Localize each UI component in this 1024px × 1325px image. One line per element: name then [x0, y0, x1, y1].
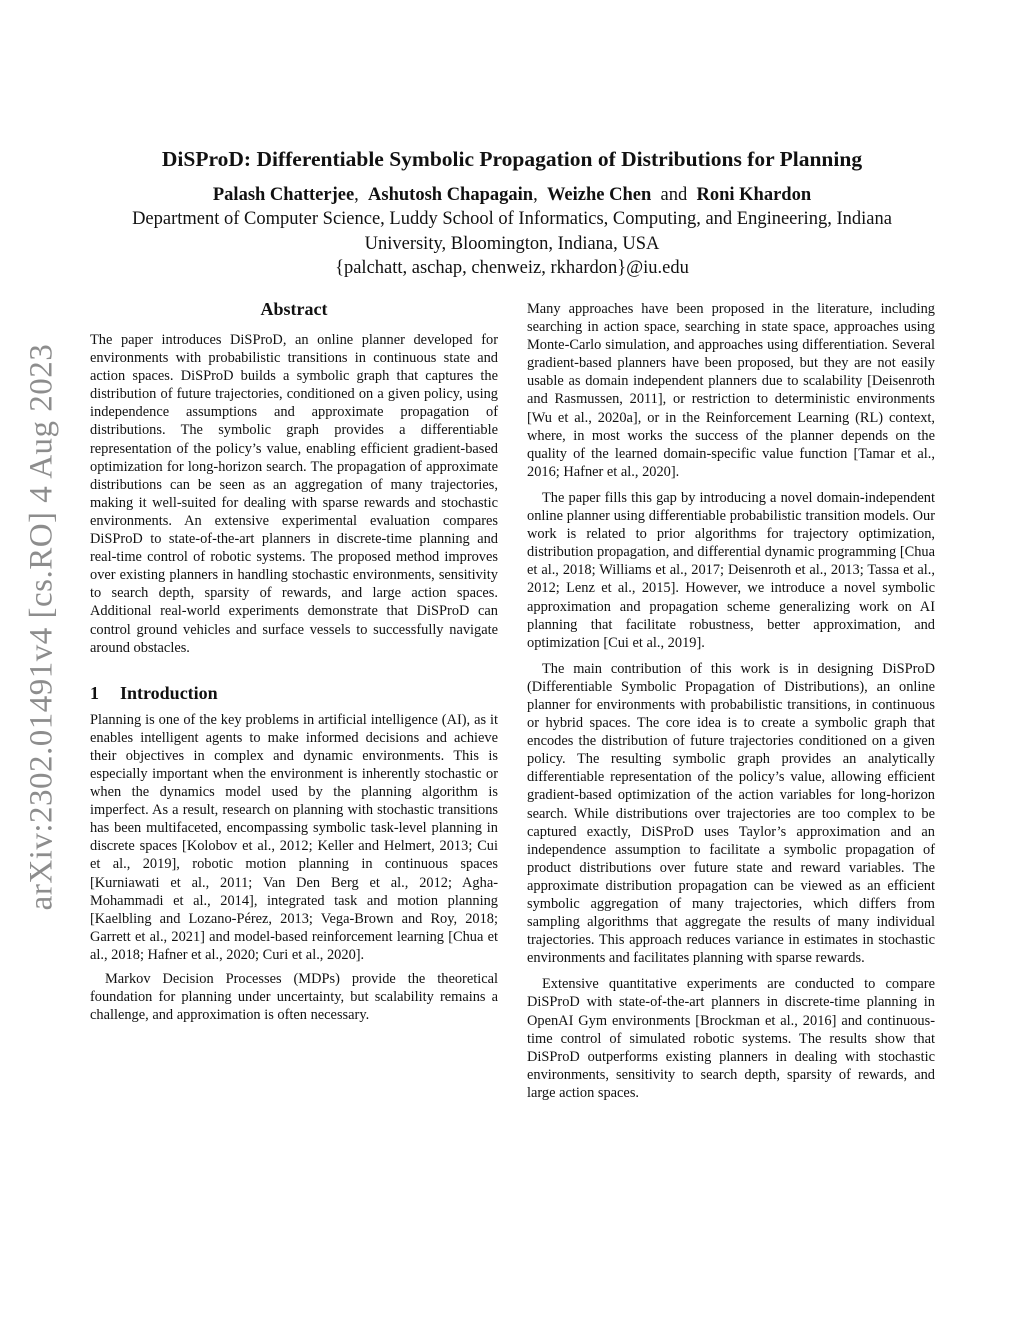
author-conjunction: and: [660, 185, 688, 205]
paragraph: Markov Decision Processes (MDPs) provide the theoretical foundation for planning under uncertainty, but scalability remains a challenge, and approximation is often necessary.: [90, 971, 498, 1024]
section-title: Introduction: [120, 682, 218, 703]
right-column: [527, 300, 935, 1102]
author-name: Roni Khardon: [696, 185, 812, 205]
author-list: Palash Chatterjee, Ashutosh Chapagain, Weizhe Chen and Roni Khardon: [212, 185, 812, 205]
paragraph: Planning is one of the key problems in artificial intelligence (AI), as it enables intelligent agents to make informed decisions and achieve their objectives in complex and dynamic environments. This is especially important when the environment is inherently stochastic or when the dynamics model used by the planning algorithm is imperfect. As a result, research on planning with stochastic transitions has been multifaceted, encompassing symbolic task-level planning in discrete spaces [Kolobov et al., 2012; Keller and Helmert, 2013; Cui et al., 2019], robotic motion planning in continuous spaces [Kurniawati et al., 2011; Van Den Berg et al., 2012; Agha-Mohammadi et al., 2014], integrated task and motion planning [Kaelbling and Lozano-Pérez, 2013; Vega-Brown and Roy, 2018; Garrett et al., 2021] and model-based reinforcement learning [Chua et al., 2018; Hafner et al., 2020; Curi et al., 2020].: [90, 711, 498, 963]
section-heading-introduction: [90, 681, 498, 705]
author-name: Palash Chatterjee: [212, 185, 355, 205]
author-name: Ashutosh Chapagain: [368, 185, 534, 205]
paragraph: The main contribution of this work is in designing DiSProD (Differentiable Symbolic Propagation of Distributions), an online planner for environments with probabilistic transitions, in continuous or hybrid spaces. The core idea is to create a symbolic graph that encodes the distribution of future trajectories conditioned on a given policy. The resulting symbolic graph provides an analytically differentiable representation of the policy’s value, allowing efficient gradient-based optimization of the action variables for long-horizon search. While distributions over trajectories are too complex to be captured exactly, DiSProD uses Taylor’s approximation and an independence assumption to facilitate a symbolic propagation of product distributions over future state and reward variables. The approximate distribution propagation can be viewed as an efficient symbolic aggregation of many trajectories, which differs from sampling algorithms that aggregate the results of many individual trajectories. This approach reduces variance in estimates in stochastic environments and facilitates planning with sparse rewards.: [527, 660, 935, 967]
affiliation-line: Department of Computer Science, Luddy School of Informatics, Computing, and Engineering, Indiana: [132, 209, 892, 229]
left-column: [90, 297, 498, 1024]
affiliation-block: [60, 207, 964, 281]
abstract-heading: Abstract: [260, 299, 328, 319]
section-number: 1: [90, 682, 99, 703]
paragraph: Extensive quantitative experiments are conducted to compare DiSProD with state-of-the-art planners in discrete-time planning in OpenAI Gym environments [Brockman et al., 2016] and continuous-time control of simulated robotic systems. The results show that DiSProD outperforms existing planners in dealing with stochastic environments, sensitivity to search depth, sparsity of rewards, and large action spaces.: [527, 976, 935, 1101]
abstract-text: The paper introduces DiSProD, an online planner developed for environments with probabilistic transitions in continuous state and action spaces. DiSProD builds a symbolic graph that captures the distribution of future trajectories, conditioned on a given policy, using independence assumptions and approximate propagation of distributions. The symbolic graph provides a differentiable representation of the policy’s value, enabling efficient gradient-based optimization for long-horizon search. The propagation of approximate distributions can be seen as an aggregation of many trajectories, making it well-suited for dealing with sparse rewards and stochastic environments. An extensive experimental evaluation compares DiSProD to state-of-the-art planners in discrete-time planning and real-time control of robotic systems. The proposed method improves over existing planners in handling stochastic environments, sensitivity to search depth, sparsity of rewards, and large action spaces. Additional real-world experiments demonstrate that DiSProD can control ground vehicles and surface vessels to successfully navigate around obstacles.: [90, 332, 498, 656]
author-emails: {palchatt, aschap, chenweiz, rkhardon}@iu.edu: [335, 258, 689, 278]
arxiv-identifier-stamp: arXiv:2302.01491v4 [cs.RO] 4 Aug 2023: [23, 343, 60, 911]
paragraph: The paper fills this gap by introducing a novel domain-independent online planner using differentiable probabilistic transition models. Our work is related to prior algorithms for trajectory optimization, distribution propagation, and differential dynamic programming [Chua et al., 2018; Williams et al., 2017; Deisenroth et al., 2013; Tassa et al., 2012; Lenz et al., 2015]. However, we introduce a novel symbolic approximation and propagation scheme generalizing work on AI planning that facilitate robustness, better approximation, and optimization [Cui et al., 2019].: [527, 489, 935, 651]
affiliation-line: University, Bloomington, Indiana, USA: [364, 233, 660, 254]
paragraph: Many approaches have been proposed in the literature, including searching in action space, searching in state space, approaches using Monte-Carlo simulation, and approaches using differentiation. Several gradient-based planners have been proposed, but they are not easily usable as domain independent planners due to scalability [Deisenroth and Rasmussen, 2011], or restriction to deterministic environments [Wu et al., 2020a], or in the Reinforcement Learning (RL) context, where, in most works the success of the planner depends on the quality of the learned domain-specific value function [Tamar et al., 2016; Hafner et al., 2020].: [527, 301, 935, 480]
author-name: Weizhe Chen: [546, 185, 652, 205]
paper-title: DiSProD: Differentiable Symbolic Propagation of Distributions for Planning: [161, 147, 863, 171]
